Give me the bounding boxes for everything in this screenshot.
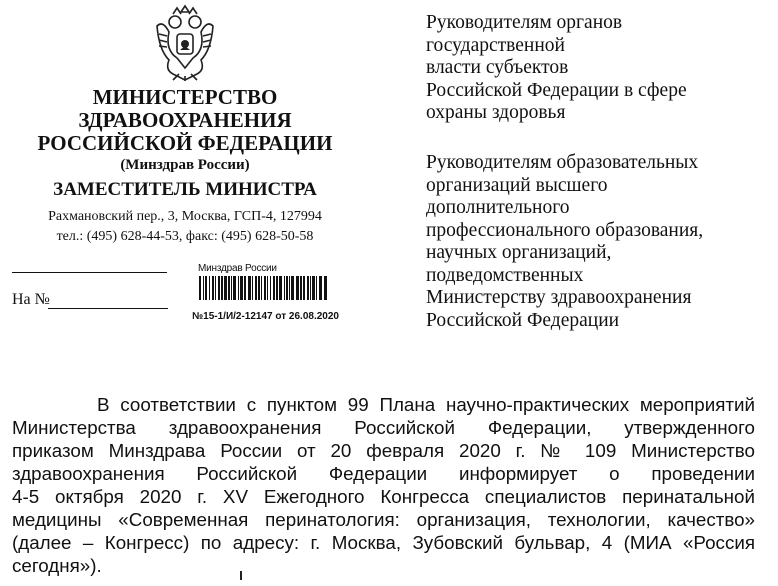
ministry-title-line-2: ЗДРАВООХРАНЕНИЯ [78,108,292,132]
ministry-title-line-1: МИНИСТЕРСТВО [92,85,278,109]
addressee-line: Руководителям образовательных [426,152,699,173]
registration-number: №15-1/И/2-12147 от 26.08.2020 [192,311,339,322]
postal-address: Рахмановский пер., 3, Москва, ГСП-4, 127994 [48,209,322,224]
ministry-title-line-3: РОССИЙСКОЙ ФЕДЕРАЦИИ [37,131,333,155]
barcode-icon [199,276,329,300]
addressee-line: Министерству здравоохранения [426,287,692,308]
addressee-group-educational-organizations [426,152,703,332]
body-line: здравоохранения Российской Федерации информирует о проведении [12,463,755,484]
body-line: приказом Минздрава России от 20 февраля 2020 г. № 109 Министерство [12,440,755,461]
date-line [12,272,167,273]
addressee-line: охраны здоровья [426,102,566,123]
addressee-group-regional-authorities [426,12,687,125]
addressee-line: Руководителям органов [426,12,623,33]
addressee-line: профессионального образования, [426,219,704,241]
addressee-line: государственной [426,34,565,56]
reference-number-line [48,308,168,309]
addressee-line: Российской Федерации в сфере [426,79,687,101]
scan-artifact [240,571,242,580]
body-line: Министерства здравоохранения Российской Федерации, утвержденного [12,417,755,438]
body-line: В соответствии с пунктом 99 Плана научно-практических мероприятий [97,394,755,415]
body-line: медицины «Современная перинатология: организация, технологии, качество» [12,509,755,530]
addressee-line: подведомственных [426,264,584,286]
body-line: (далее – Конгресс) по адресу: г. Москва, Зубовский бульвар, 4 (МИА «Россия [12,532,755,553]
addressee-line: научных организаций, [426,242,612,263]
addressee-line: дополнительного [426,197,570,218]
registration-stamp-org: Минздрав России [198,263,277,274]
addressee-line: организаций высшего [426,174,608,196]
phone-fax: тел.: (495) 628-44-53, факс: (495) 628-50-58 [56,229,314,244]
deputy-minister-title: ЗАМЕСТИТЕЛЬ МИНИСТРА [53,179,317,200]
addressee-line: Российской Федерации [426,309,620,331]
body-line: сегодня»). [12,555,102,576]
ministry-short-name: (Минздрав России) [120,157,250,173]
body-line: 4-5 октября 2020 г. XV Ежегодного Конгресса специалистов перинатальной [12,486,755,507]
reference-number-label: На № [12,291,50,308]
addressee-line: власти субъектов [426,57,569,78]
coat-of-arms-icon [153,4,217,82]
